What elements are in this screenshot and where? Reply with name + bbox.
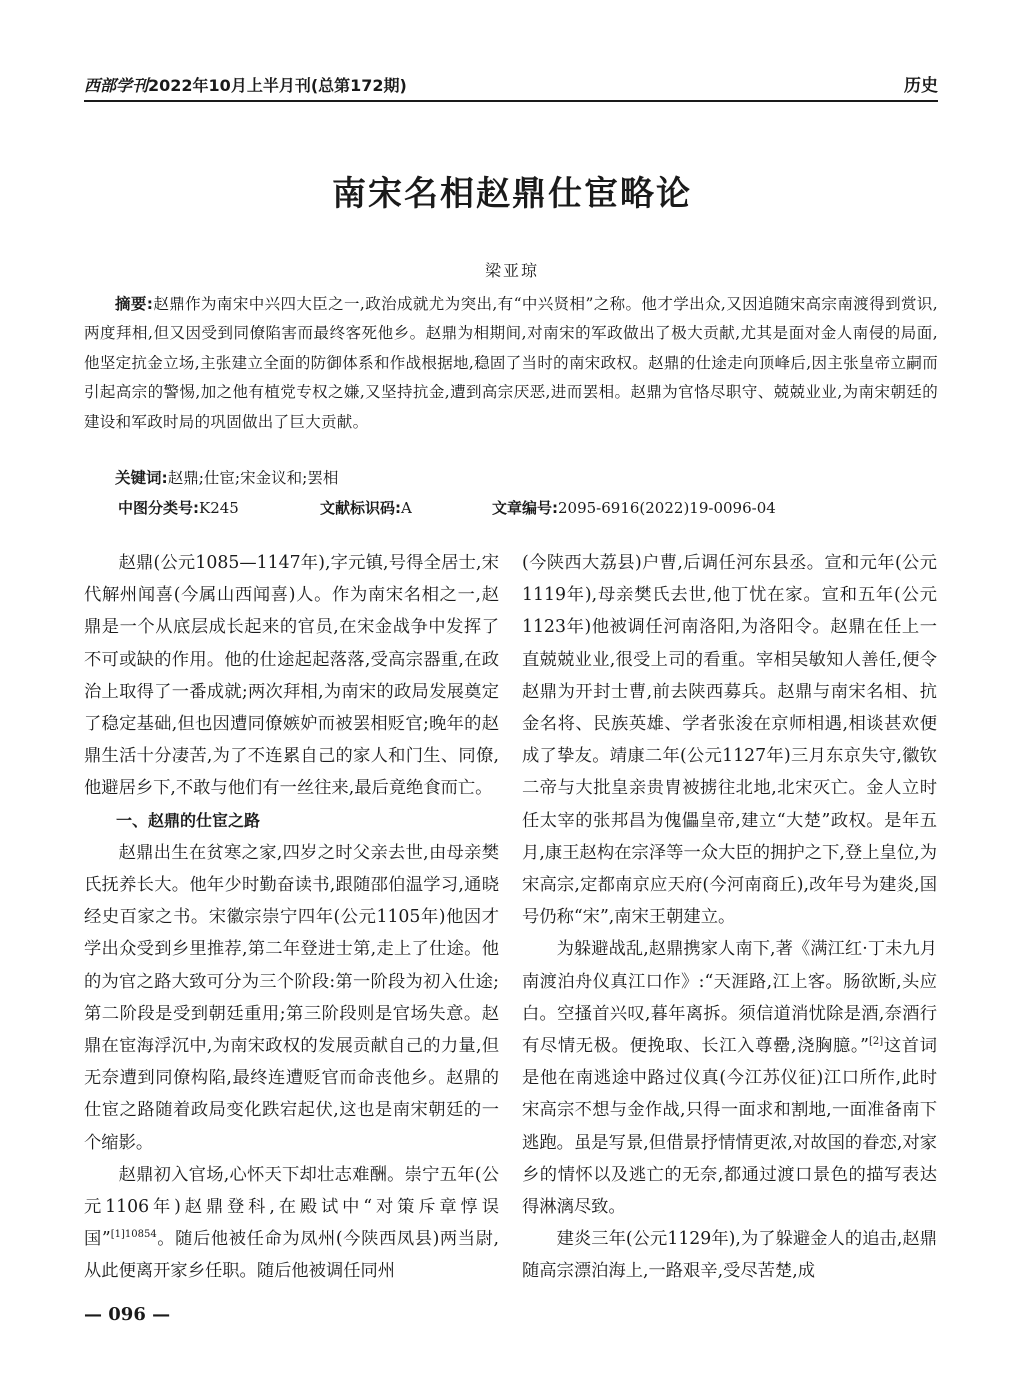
keywords-text: 赵鼎;仕宦;宋金议和;罢相 (167, 469, 339, 487)
clc-value: K245 (199, 499, 239, 517)
page-number: — 096 — (84, 1304, 171, 1325)
doc-code-value: A (401, 499, 412, 517)
article-title: 南宋名相赵鼎仕宦略论 (332, 174, 692, 214)
abstract-label: 摘要: (115, 295, 154, 313)
paragraph: 赵鼎(公元1085—1147年),字元镇,号得全居士,宋代解州闻喜(今属山西闻喜)人。作为南宋名相之一,赵鼎是一个从底层成长起来的官员,在宋金战争中发挥了不可或缺的作用。他的仕途起起落落,受高宗器重,在政治上取得了一番成就;两次拜相,为南宋的政局发展奠定了稳定基础,但也因遭同僚嫉妒而被罢相贬官;晚年的赵鼎生活十分凄苦,为了不连累自己的家人和门生、同僚,他避居乡下,不敢与他们有一丝往来,最后竟绝食而亡。 (84, 553, 499, 799)
doc-code-label: 文献标识码: (320, 499, 401, 517)
abstract-text: 赵鼎作为南宋中兴四大臣之一,政治成就尤为突出,有“中兴贤相”之称。他才学出众,又因追随宋高宗南渡得到赏识,两度拜相,但又因受到同僚陷害而最终客死他乡。赵鼎为相期间,对南宋的军政做出了极大贡献,尤其是面对金人南侵的局面,他坚定抗金立场,主张建立全面的防御体系和作战根据地,稳固了当时的南宋政权。赵鼎的仕途走向顶峰后,因主张皇帝立嗣而引起高宗的警惕,加之他有植党专权之嫌,又坚持抗金,遭到高宗厌恶,进而罢相。赵鼎为官恪尽职守、兢兢业业,为南宋朝廷的建设和军政时局的巩固做出了巨大贡献。 (84, 295, 938, 431)
citation-ref: [2] (869, 1036, 884, 1048)
author-name: 梁亚琼 (484, 261, 539, 280)
paragraph: 建炎三年(公元1129年),为了躲避金人的追击,赵鼎随高宗漂泊海上,一路艰辛,受尽苦楚,成 (522, 1229, 937, 1282)
classification-line (118, 496, 938, 520)
doc-code-item (320, 496, 492, 520)
paragraph: (今陕西大荔县)户曹,后调任河东县丞。宣和元年(公元1119年),母亲樊氏去世,他丁忧在家。宣和五年(公元1123年)他被调任河南洛阳,为洛阳令。赵鼎在任上一直兢兢业业,很受上司的看重。宰相吴敏知人善任,便令赵鼎为开封士曹,前去陕西募兵。赵鼎与南宋名相、抗金名将、民族英雄、学者张浚在京师相遇,相谈甚欢便成了挚友。靖康二年(公元1127年)三月东京失守,徽钦二帝与大批皇亲贵胄被掳往北地,北宋灭亡。金人立时任太宰的张邦昌为傀儡皇帝,建立“大楚”政权。是年五月,康王赵构在宗泽等一众大臣的拥护之下,登上皇位,为宋高宗,定都南京应天府(今河南商丘),改年号为建炎,国号仍称“宋”,南宋王朝建立。 (522, 553, 937, 928)
abstract (84, 290, 938, 437)
body-column-left (84, 547, 499, 1288)
body-column-right (522, 547, 937, 1288)
clc-label: 中图分类号: (118, 499, 199, 517)
article-no-item (492, 496, 776, 520)
article-no-value: 2095-6916(2022)19-0096-04 (558, 499, 776, 517)
paragraph-text: 这首词是他在南逃途中路过仪真(今江苏仪征)江口所作,此时宋高宗不想与金作战,只得一面求和割地,一面准备南下逃跑。虽是写景,但借景抒情情更浓,对故国的眷恋,对家乡的情怀以及逃亡的无奈,都通过渡口景色的描写表达得淋漓尽致。 (522, 1036, 937, 1218)
section-label: 历史 (904, 76, 938, 96)
paragraph: 赵鼎出生在贫寒之家,四岁之时父亲去世,由母亲樊氏抚养长大。他年少时勤奋读书,跟随邵伯温学习,通晓经史百家之书。宋徽宗崇宁四年(公元1105年)他因才学出众受到乡里推荐,第二年登进士第,走上了仕途。他的为官之路大致可分为三个阶段:第一阶段为初入仕途;第二阶段是受到朝廷重用;第三阶段则是官场失意。赵鼎在宦海浮沉中,为南宋政权的发展贡献自己的力量,但无奈遭到同僚构陷,最终连遭贬官而命丧他乡。赵鼎的仕宦之路随着政局变化跌宕起伏,这也是南宋朝廷的一个缩影。 (84, 842, 499, 1153)
paragraph (84, 1159, 499, 1288)
paragraph-text: 赵鼎初入官场,心怀天下却壮志难酬。崇宁五年(公元1106年)赵鼎登科,在殿试中“对策斥章惇误国” (84, 1164, 499, 1250)
journal-issue: 2022年10月上半月刊(总第172期) (148, 76, 407, 95)
journal-info (84, 73, 407, 96)
citation-ref: [1]10854 (110, 1229, 157, 1241)
paragraph-text: 。随后他被任命为凤州(今陕西凤县)两当尉,从此便离开家乡任职。随后他被调任同州 (84, 1229, 499, 1282)
article-no-label: 文章编号: (492, 499, 558, 517)
paragraph (522, 933, 937, 1223)
clc-item (118, 496, 320, 520)
keywords-label: 关键词: (115, 469, 168, 487)
section-heading: 一、赵鼎的仕宦之路 (116, 810, 261, 830)
paragraph-text: 为躲避战乱,赵鼎携家人南下,著《满江红·丁未九月南渡泊舟仪真江口作》:“天涯路,江上客。肠欲断,头应白。空搔首兴叹,暮年离拆。须信道消忧除是酒,奈酒行有尽情无极。便挽取、长江入尊罍,浇胸臆。” (522, 939, 937, 1057)
keywords (84, 466, 938, 490)
journal-logo: 西部学刊 (84, 76, 149, 95)
running-header (84, 68, 938, 102)
